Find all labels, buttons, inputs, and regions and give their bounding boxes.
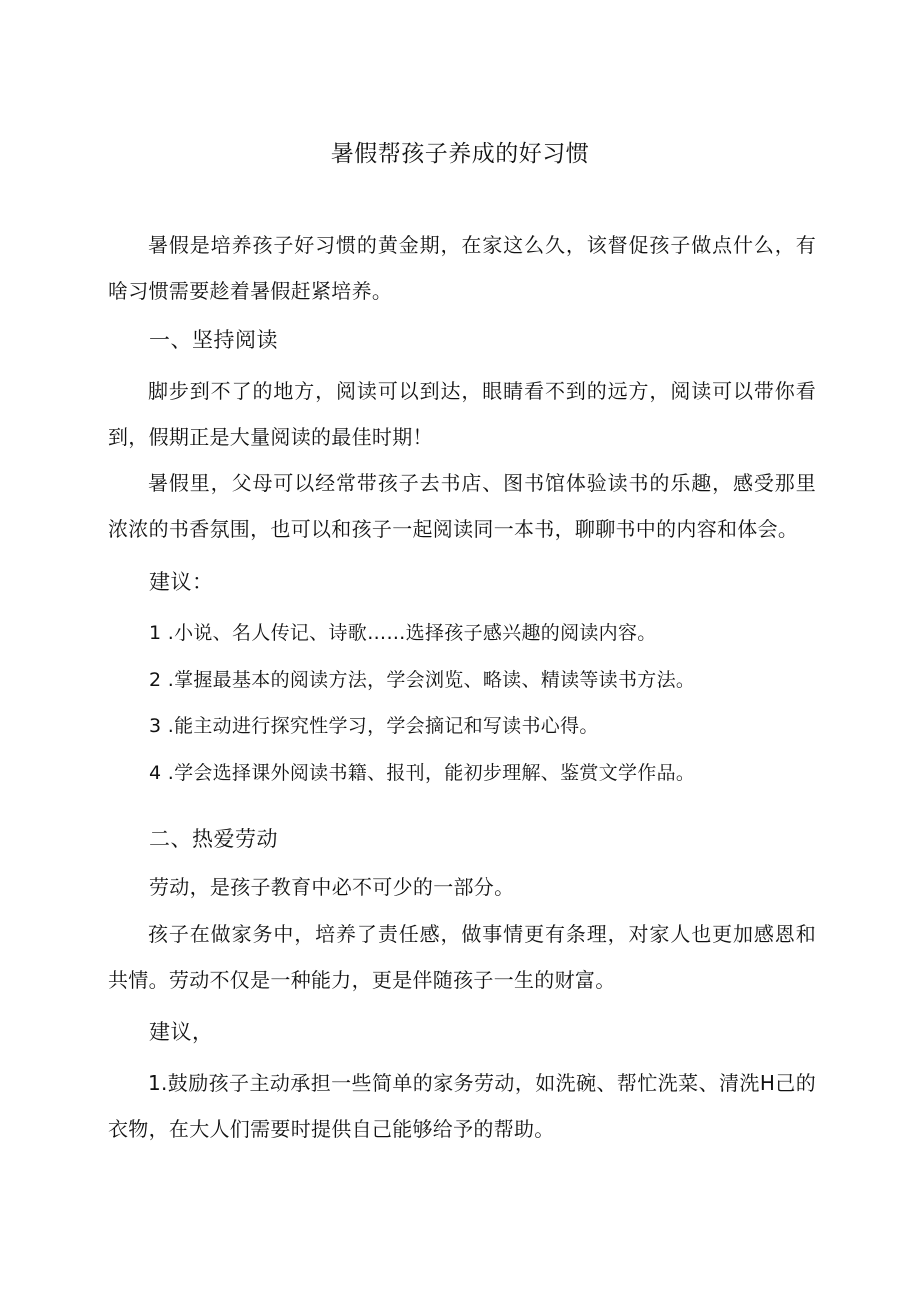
section1-paragraph-2: 暑假里，父母可以经常带孩子去书店、图书馆体验读书的乐趣，感受那里浓浓的书香氛围，也可以和孩子一起阅读同一本书，聊聊书中的内容和体会。 <box>108 471 816 541</box>
section2-paragraph-2: 孩子在做家务中，培养了责任感，做事情更有条理，对家人也更加感恩和共情。劳动不仅是一种能力，更是伴随孩子一生的财富。 <box>108 922 816 992</box>
section1-suggest-item-3: 3 .能主动进行探究性学习，学会摘记和写读书心得。 <box>149 715 599 737</box>
section1-suggest-label: 建议： <box>149 570 214 594</box>
page-title: 暑假帮孩子养成的好习惯 <box>330 141 590 167</box>
section2-paragraph-1: 劳动，是孩子教育中必不可少的一部分。 <box>149 875 515 899</box>
section1-paragraph-1: 脚步到不了的地方，阅读可以到达，眼睛看不到的远方，阅读可以带你看到，假期正是大量阅读的最佳时期！ <box>108 379 816 449</box>
section1-suggest-item-2: 2 .掌握最基本的阅读方法，学会浏览、略读、精读等读书方法。 <box>149 669 696 691</box>
section2-suggest-label: 建议， <box>149 1020 214 1044</box>
intro-paragraph: 暑假是培养孩子好习惯的黄金期，在家这么久，该督促孩子做点什么，有啥习惯需要趁着暑假赶紧培养。 <box>108 233 816 303</box>
section1-heading: 一、坚持阅读 <box>149 328 278 352</box>
section2-heading: 二、热爱劳动 <box>149 827 278 851</box>
section2-suggest-item-1: 1.鼓励孩子主动承担一些简单的家务劳动，如洗碗、帮忙洗菜、清洗H己的衣物，在大人们需要时提供自己能够给予的帮助。 <box>108 1071 816 1141</box>
section1-suggest-item-1: 1 .小说、名人传记、诗歌……选择孩子感兴趣的阅读内容。 <box>149 622 657 644</box>
section1-suggest-item-4: 4 .学会选择课外阅读书籍、报刊，能初步理解、鉴赏文学作品。 <box>149 762 696 784</box>
